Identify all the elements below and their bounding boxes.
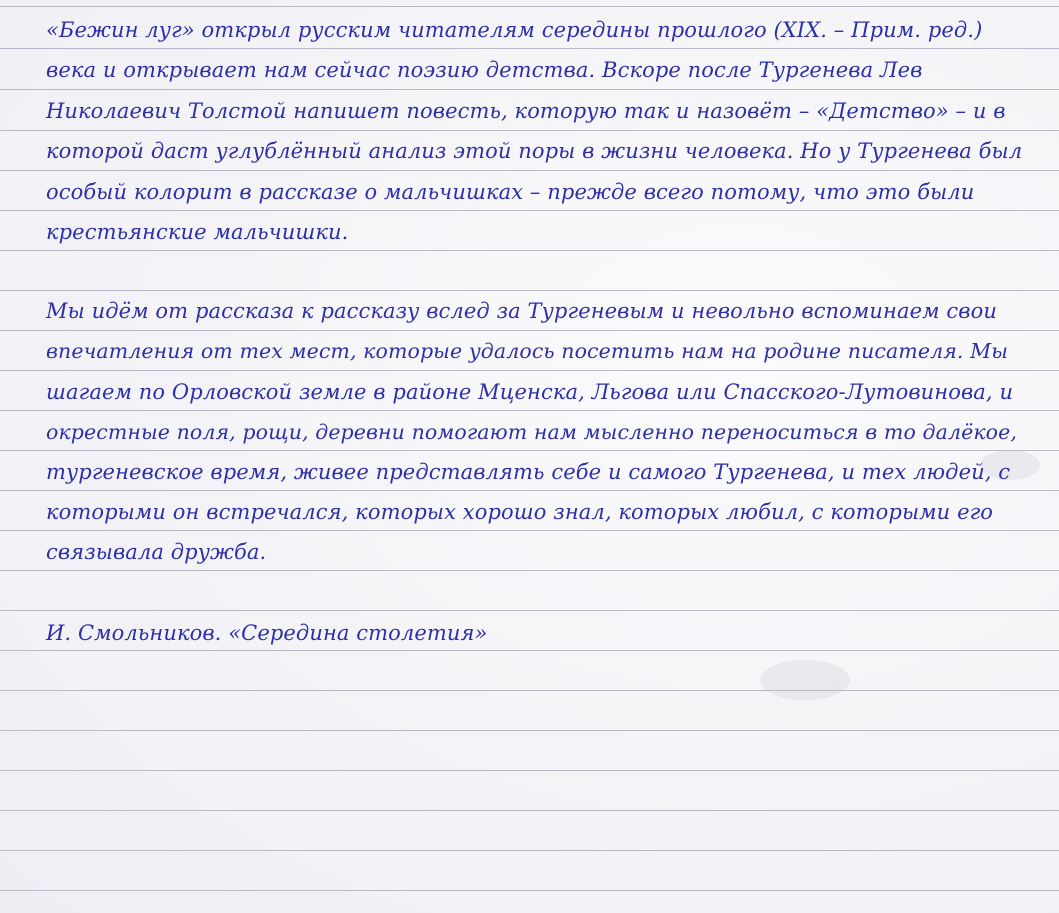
ruled-line <box>0 690 1059 691</box>
ruled-line <box>0 330 1059 331</box>
text-line: связывала дружба. <box>46 540 267 564</box>
text-line: Николаевич Толстой напишет повесть, которую так и назовёт – «Детство» – и в <box>46 99 1006 123</box>
ruled-line <box>0 490 1059 491</box>
ruled-line <box>0 530 1059 531</box>
ruled-line <box>0 730 1059 731</box>
ruled-line <box>0 570 1059 571</box>
ruled-line <box>0 130 1059 131</box>
ruled-line <box>0 610 1059 611</box>
text-line: шагаем по Орловской земле в районе Мценска, Льгова или Спасского-Лутовинова, и <box>46 380 1014 404</box>
ruled-line <box>0 170 1059 171</box>
ruled-line <box>0 450 1059 451</box>
ruled-line <box>0 650 1059 651</box>
signature-line: И. Смольников. «Середина столетия» <box>46 621 488 645</box>
ruled-line <box>0 48 1059 49</box>
text-line: впечатления от тех мест, которые удалось посетить нам на родине писателя. Мы <box>46 339 1009 363</box>
ruled-line <box>0 250 1059 251</box>
ruled-line <box>0 370 1059 371</box>
ruled-line <box>0 6 1059 7</box>
text-line: которой даст углублённый анализ этой поры в жизни человека. Но у Тургенева был <box>46 139 1023 163</box>
ruled-line <box>0 410 1059 411</box>
paper-smudge <box>760 660 850 700</box>
text-line: Мы идём от рассказа к рассказу вслед за Тургеневым и невольно вспоминаем свои <box>46 299 997 323</box>
ruled-line <box>0 850 1059 851</box>
ruled-line <box>0 89 1059 90</box>
text-line: особый колорит в рассказе о мальчишках – прежде всего потому, что это были <box>46 180 975 204</box>
text-line: «Бежин луг» открыл русским читателям середины прошлого (XIX. – Прим. ред.) <box>46 18 983 42</box>
ruled-line <box>0 210 1059 211</box>
ruled-line <box>0 810 1059 811</box>
text-line: которыми он встречался, которых хорошо знал, которых любил, с которыми его <box>46 500 994 524</box>
text-line: крестьянские мальчишки. <box>46 220 349 244</box>
text-line: века и открывает нам сейчас поэзию детства. Вскоре после Тургенева Лев <box>46 58 923 82</box>
text-line: тургеневское время, живее представлять себе и самого Тургенева, и тех людей, с <box>46 460 1011 484</box>
ruled-line <box>0 890 1059 891</box>
ruled-line <box>0 770 1059 771</box>
ruled-line <box>0 290 1059 291</box>
text-line: окрестные поля, рощи, деревни помогают нам мысленно переноситься в то далёкое, <box>46 420 1017 444</box>
